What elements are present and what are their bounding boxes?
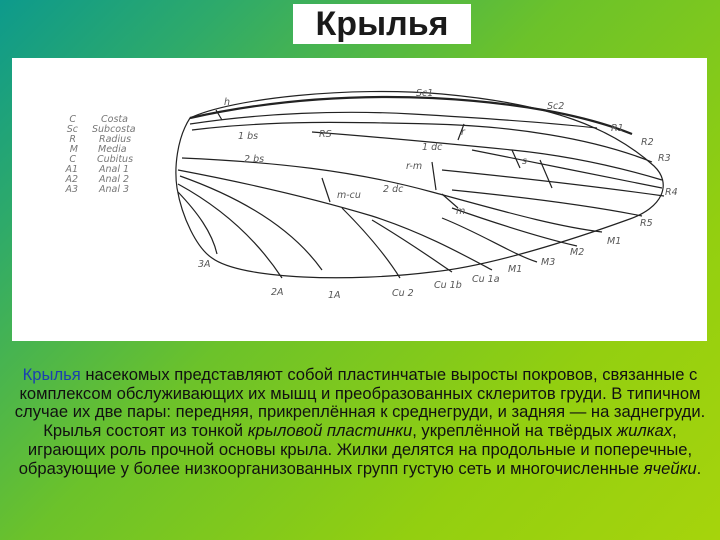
legend-name: Anal 3 [99, 184, 130, 195]
legend-name: Costa [101, 114, 128, 125]
legend-abbr: A2 [65, 174, 78, 185]
cubitus-vein [178, 170, 492, 270]
title-box [293, 4, 471, 44]
subcosta-vein [190, 112, 597, 128]
label-3a: 3A [198, 259, 211, 270]
label-h: h [224, 97, 231, 108]
legend-name: Radius [99, 134, 132, 145]
legend-abbr: C [69, 154, 76, 165]
description-text [8, 366, 712, 478]
anal1-vein [180, 176, 322, 270]
legend-name: Cubitus [97, 154, 134, 165]
crossvein-mcu [322, 178, 330, 202]
slide-title: Крылья [315, 5, 449, 43]
label-m1: M1 [607, 236, 622, 247]
italic-term: ячейки [643, 458, 697, 478]
rs-vein [312, 132, 662, 180]
label-um1: M1 [508, 264, 523, 275]
label-cu1a: Cu 1a [472, 274, 500, 285]
cu2-vein [342, 208, 400, 278]
vein-legend [64, 114, 135, 195]
label-sc1: Sc1 [416, 88, 434, 99]
label-m-cu: m-cu [337, 190, 361, 201]
text-segment: , укреплённой на твёрдых [412, 421, 617, 441]
label-m3: M3 [541, 257, 556, 268]
legend-name: Anal 1 [99, 164, 130, 175]
legend-abbr: C [69, 114, 76, 125]
anal3-vein [178, 192, 217, 254]
label-rs: RS [319, 129, 332, 140]
legend-abbr: A1 [65, 164, 78, 175]
label-m2: M2 [570, 247, 585, 258]
r5-vein [452, 190, 642, 216]
label-1a: 1A [328, 290, 341, 301]
wing-lines [176, 91, 664, 278]
label-r-m: r-m [406, 161, 423, 172]
label-sc2: Sc2 [547, 101, 565, 112]
italic-term: жилках [616, 421, 673, 441]
m3-vein [442, 218, 537, 262]
label-2bs: 2 bs [244, 154, 265, 165]
legend-abbr: R [69, 134, 76, 145]
italic-term: крыловой пластинки [247, 421, 413, 441]
highlighted-term: Крылья [22, 365, 81, 384]
label-r-small: r [461, 127, 465, 138]
label-r4: R4 [665, 187, 678, 198]
legend-name: Media [98, 144, 127, 155]
anal2-vein [178, 184, 282, 278]
label-cu2: Cu 2 [392, 288, 414, 299]
label-r5: R5 [640, 218, 653, 229]
label-r3: R3 [658, 153, 671, 164]
legend-name: Subcosta [92, 124, 136, 135]
text-segment: , играющих роль прочной основы крыла. Жилки делятся на продольные и поперечные, образующие у более низкоорганизованных групп густую сеть и многочисленные [18, 421, 693, 478]
label-1bs: 1 bs [238, 131, 259, 142]
legend-abbr: Sc [66, 124, 78, 135]
label-r2: R2 [641, 137, 654, 148]
label-m-small: m [456, 206, 466, 217]
legend-abbr: M [69, 144, 78, 155]
label-cu1b: Cu 1b [434, 280, 462, 291]
legend-name: Anal 2 [99, 174, 130, 185]
label-2dc: 2 dc [383, 184, 404, 195]
wing-diagram [12, 58, 707, 341]
label-s: s [522, 156, 527, 167]
media-vein [182, 158, 602, 232]
legend-abbr: A3 [65, 184, 78, 195]
wing-venation-svg [12, 58, 707, 341]
cu1b-vein [372, 220, 452, 272]
label-2a: 2A [271, 287, 284, 298]
vein-labels [198, 88, 678, 301]
text-segment: насекомых представляют собой пластинчатые выросты покровов, связанные с комплексом обслуживающих их мышц и преобразованных склеритов груди. В типичном случае их две пары: передняя, прикреплённая к среднегруди, и задняя — на заднегруди. Крылья состоят из тонкой [14, 365, 706, 441]
label-1dc: 1 dc [422, 142, 443, 153]
label-r1: R1 [611, 123, 624, 134]
text-segment: . [696, 458, 702, 478]
crossvein-rm [432, 162, 436, 190]
